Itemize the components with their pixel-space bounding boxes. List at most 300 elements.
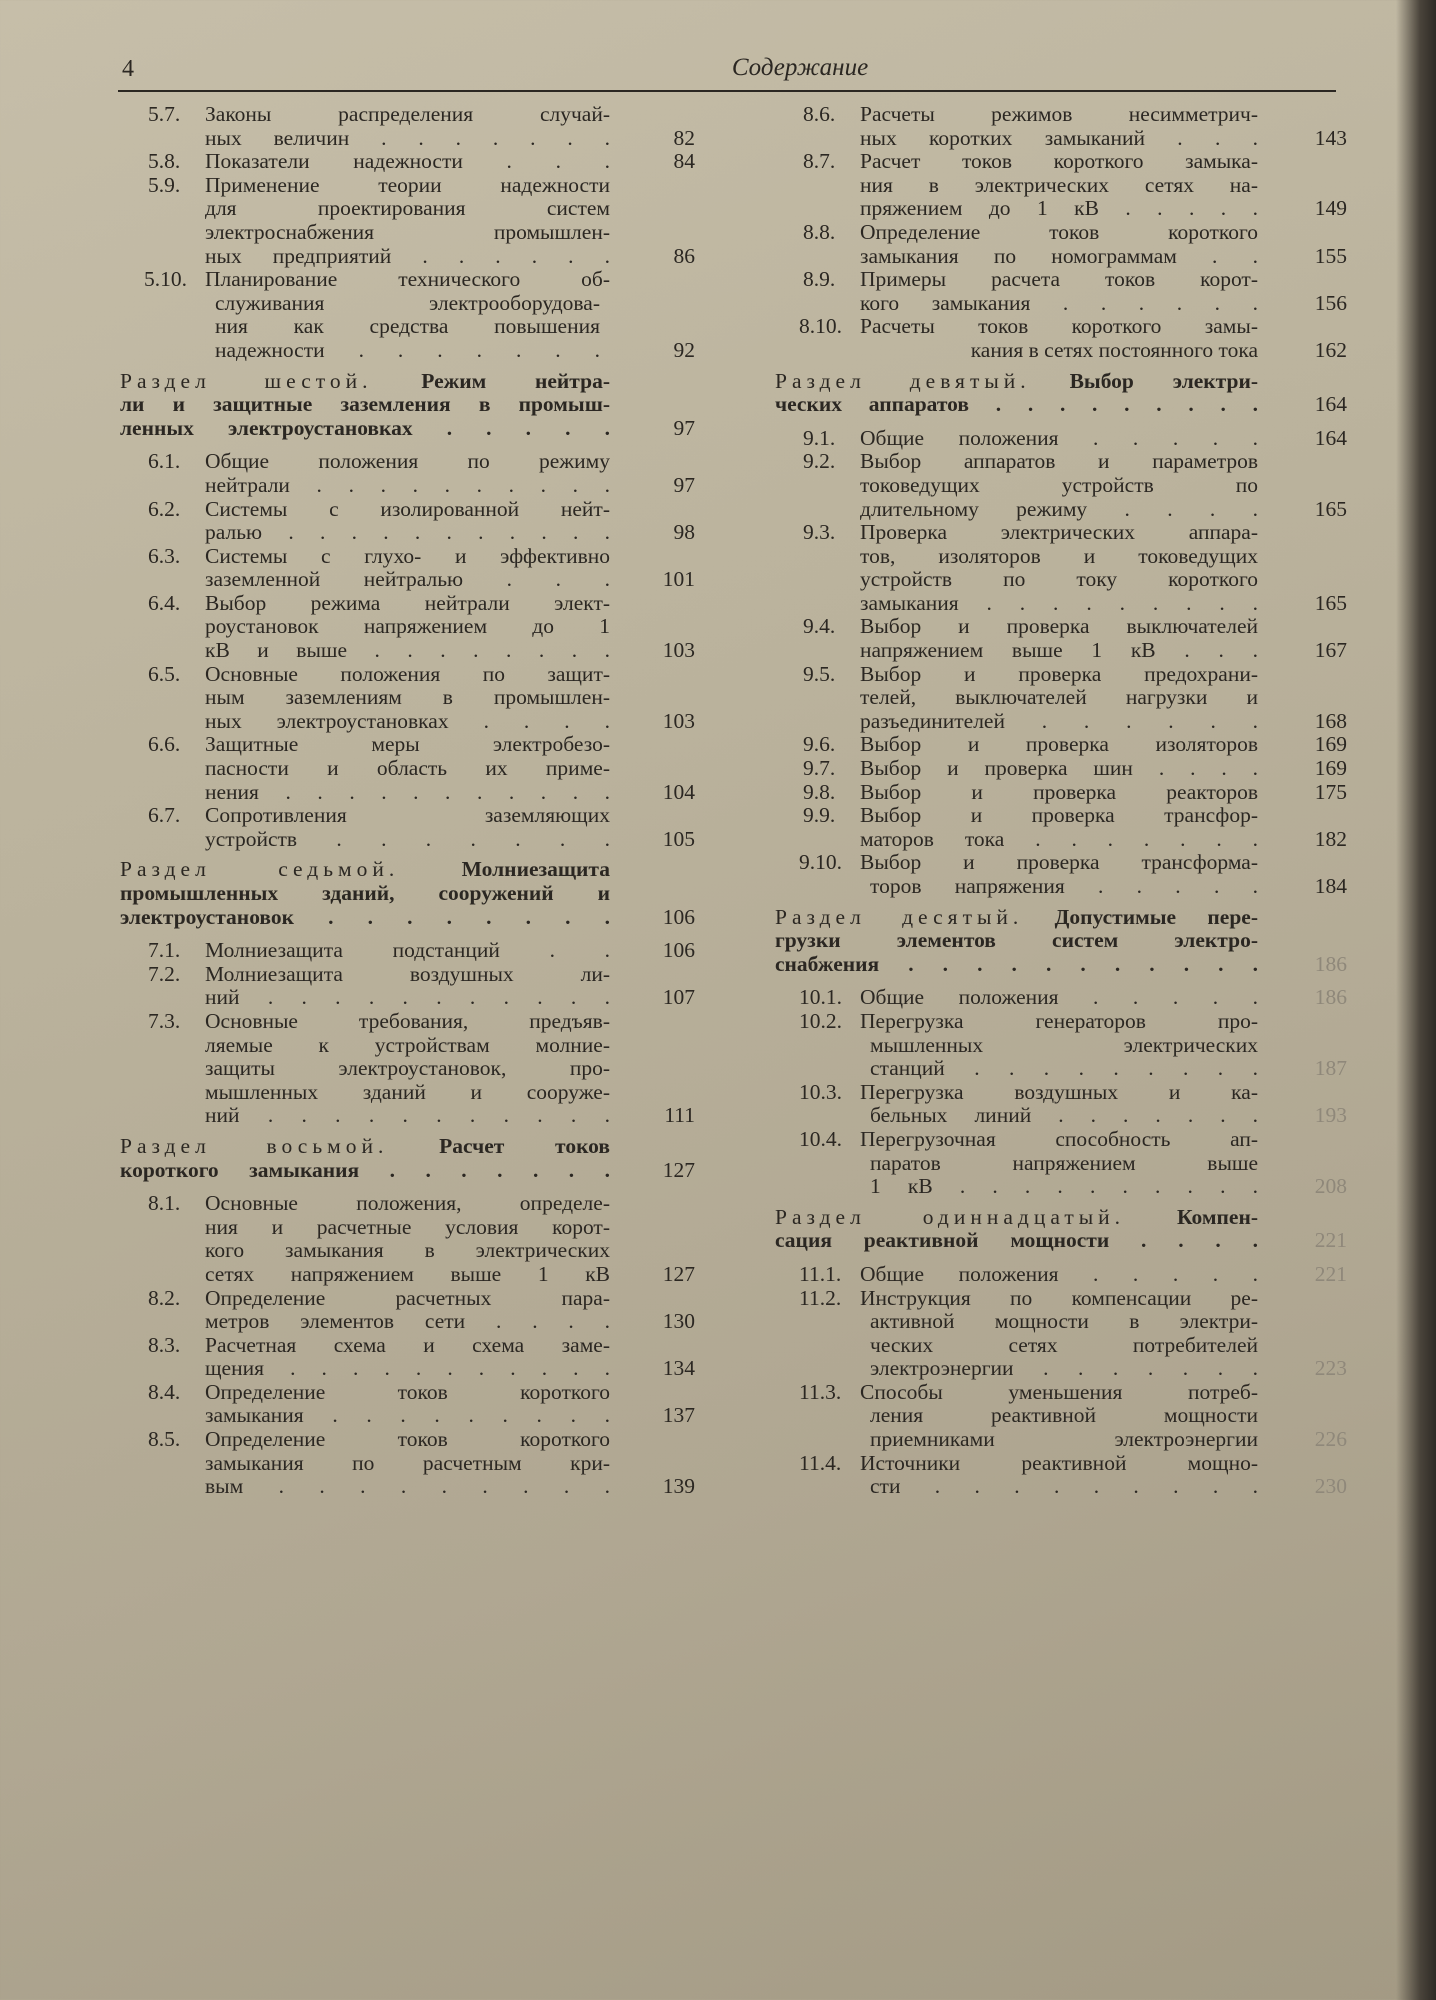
toc-line	[775, 393, 1347, 417]
running-title-wrap	[0, 54, 1436, 82]
entry-title-line: Показатели надежности . . .	[205, 150, 610, 174]
entry-title-line: устройств по току короткого	[860, 568, 1258, 592]
page-reference	[1258, 906, 1347, 930]
toc-section-heading	[120, 1135, 695, 1182]
entry-number: 8.4.	[148, 1379, 181, 1404]
page-reference: 221	[1314, 1228, 1347, 1253]
toc-entry	[120, 545, 695, 592]
toc-column-right	[775, 103, 1347, 1499]
toc-line	[775, 1475, 1347, 1499]
toc-column-left	[120, 103, 695, 1499]
toc-line	[120, 174, 695, 198]
entry-number	[120, 197, 205, 221]
entry-number	[120, 127, 205, 151]
entry-title-line: приемниками электроэнергии	[870, 1428, 1258, 1452]
entry-title-line: Применение теории надежности	[205, 173, 610, 197]
page-reference: 137	[662, 1403, 695, 1428]
toc-entry	[120, 1381, 695, 1428]
entry-number: 11.4.	[799, 1450, 842, 1475]
toc-line	[775, 1034, 1347, 1058]
page-number: 4	[122, 56, 134, 82]
toc-line	[120, 1287, 695, 1311]
toc-line	[120, 1081, 695, 1105]
page-reference	[1258, 174, 1347, 198]
page-reference: 97	[673, 415, 695, 440]
page-reference: 111	[664, 1103, 695, 1128]
toc-line	[120, 1104, 695, 1128]
entry-title-line: кого замыкания . . . . . .	[860, 291, 1258, 315]
toc-entry	[775, 663, 1347, 734]
page-reference: 167	[1314, 638, 1347, 663]
entry-title-line: Законы распределения случай-	[205, 103, 610, 126]
toc-line	[120, 906, 695, 930]
entry-title-line: служивания электрооборудова-	[215, 291, 600, 315]
book-binding-shadow	[1396, 0, 1436, 2000]
entry-number	[120, 1475, 205, 1499]
entry-number	[775, 1404, 860, 1428]
entry-title-line: для проектирования систем	[205, 197, 610, 221]
toc-line	[120, 1135, 695, 1159]
entry-number	[120, 221, 205, 245]
section-label: Раздел одиннадцатый.	[775, 1205, 1126, 1229]
page-reference: 101	[662, 567, 695, 592]
toc-entry	[120, 592, 695, 663]
entry-number	[775, 1034, 860, 1058]
section-title-line: грузки элементов систем электро-	[775, 929, 1258, 953]
toc-entry	[120, 1334, 695, 1381]
entry-title-line: устройств . . . . . . .	[205, 827, 610, 851]
page-reference: 187	[1314, 1056, 1347, 1081]
entry-number: 6.4.	[148, 590, 181, 615]
entry-title-line: Определение токов короткого	[205, 1380, 610, 1404]
entry-number: 6.3.	[148, 543, 181, 568]
entry-title-line: Определение токов короткого	[205, 1428, 610, 1452]
entry-title-line: Выбор и проверка трансфор-	[860, 804, 1258, 828]
entry-number	[775, 1357, 860, 1381]
toc-line	[120, 370, 695, 394]
toc-section-heading	[775, 370, 1347, 417]
page-reference: 143	[1314, 125, 1347, 150]
entry-title-line: мышленных зданий и сооруже-	[205, 1080, 610, 1104]
entry-title-line: Системы с глухо- и эффективно	[205, 544, 610, 568]
entry-number	[775, 686, 860, 710]
toc-entry	[120, 150, 695, 174]
toc-entry	[775, 315, 1347, 362]
toc-entry	[775, 521, 1347, 615]
page-reference	[610, 1034, 695, 1058]
entry-number	[775, 1310, 860, 1334]
section-label: Раздел седьмой.	[120, 858, 400, 882]
entry-number	[120, 1034, 205, 1058]
entry-number: 5.10.	[144, 267, 187, 292]
entry-title-line: нейтрали . . . . . . . . . .	[205, 473, 610, 497]
page-reference	[1258, 150, 1347, 174]
toc-line	[120, 1310, 695, 1334]
toc-line	[120, 393, 695, 417]
page-reference	[610, 1057, 695, 1081]
section-title-line: ленных электроустановках . . . . .	[120, 416, 610, 440]
toc-line	[775, 875, 1347, 899]
page-reference: 230	[1314, 1474, 1347, 1499]
entry-number	[775, 292, 860, 316]
toc-line	[775, 568, 1347, 592]
section-title-text: Выбор электри-	[1069, 369, 1258, 393]
section-title-line	[120, 858, 610, 882]
entry-title-line: Общие положения . . . . .	[860, 426, 1258, 450]
page-reference: 103	[662, 638, 695, 663]
page-reference	[600, 292, 695, 316]
entry-number: 11.2.	[799, 1285, 842, 1310]
toc-line	[120, 986, 695, 1010]
entry-number	[120, 1452, 205, 1476]
page-reference	[1258, 1081, 1347, 1105]
entry-title-line: Сопротивления заземляющих	[205, 804, 610, 828]
toc-entry	[120, 268, 695, 362]
toc-line	[120, 1216, 695, 1240]
toc-line	[120, 1057, 695, 1081]
page-reference: 134	[662, 1356, 695, 1381]
toc-line	[775, 245, 1347, 269]
page-reference	[610, 804, 695, 828]
section-label: Раздел восьмой.	[120, 1134, 389, 1158]
entry-number: 9.8.	[803, 779, 836, 804]
section-title-text: Допустимые пере-	[1054, 905, 1258, 929]
toc-line	[120, 1239, 695, 1263]
page-reference	[1258, 929, 1347, 953]
page-reference: 130	[662, 1309, 695, 1334]
toc-line	[120, 858, 695, 882]
entry-number	[120, 781, 205, 805]
toc-line	[775, 953, 1347, 977]
toc-line	[120, 245, 695, 269]
entry-number	[775, 1152, 860, 1176]
entry-number	[775, 474, 860, 498]
entry-number: 8.5.	[148, 1427, 181, 1452]
toc-line	[120, 1010, 695, 1034]
entry-number	[120, 639, 205, 663]
entry-title-line: нения . . . . . . . . . . .	[205, 780, 610, 804]
entry-number: 10.1.	[799, 985, 842, 1010]
page-reference	[1258, 103, 1347, 127]
toc-line	[775, 1452, 1347, 1476]
section-label: Раздел шестой.	[120, 369, 373, 393]
toc-line	[120, 339, 695, 363]
toc-entry	[775, 733, 1347, 757]
page-reference: 186	[1314, 985, 1347, 1010]
toc-line	[775, 1357, 1347, 1381]
toc-line	[120, 568, 695, 592]
entry-title-line: длительному режиму . . . .	[860, 497, 1258, 521]
toc-line	[120, 103, 695, 127]
entry-title-line: Расчетная схема и схема заме-	[205, 1333, 610, 1357]
section-title-line	[120, 1135, 610, 1159]
toc-line	[775, 733, 1347, 757]
toc-line	[120, 545, 695, 569]
entry-number: 8.7.	[803, 149, 836, 174]
entry-number	[120, 315, 205, 339]
page-reference	[610, 370, 695, 394]
toc-line	[120, 639, 695, 663]
entry-number	[775, 1104, 860, 1128]
entry-number	[775, 592, 860, 616]
entry-title-line: замыкания по расчетным кри-	[205, 1451, 610, 1475]
page-reference	[610, 545, 695, 569]
entry-title-line: ния в электрических сетях на-	[860, 173, 1258, 197]
page-reference: 156	[1314, 290, 1347, 315]
entry-number	[120, 828, 205, 852]
page-reference	[1258, 1034, 1347, 1058]
entry-title-line: телей, выключателей нагрузки и	[860, 686, 1258, 710]
entry-title-line: маторов тока . . . . . . .	[860, 827, 1258, 851]
entry-number: 9.2.	[803, 449, 836, 474]
entry-title-line: ления реактивной мощности	[870, 1404, 1258, 1428]
entry-title-line: ных электроустановках . . . .	[205, 709, 610, 733]
entry-title-line: замыкания . . . . . . . . .	[205, 1404, 610, 1428]
entry-number: 8.1.	[148, 1191, 181, 1216]
toc-entry	[775, 615, 1347, 662]
entry-title-line: ний . . . . . . . . . . .	[205, 1104, 610, 1128]
toc-line	[775, 686, 1347, 710]
page-reference	[610, 268, 695, 292]
page-reference	[610, 498, 695, 522]
page-reference	[1258, 474, 1347, 498]
entry-number	[120, 521, 205, 545]
toc-entry	[775, 150, 1347, 221]
page-reference	[610, 686, 695, 710]
entry-number: 5.9.	[148, 172, 181, 197]
entry-number: 5.7.	[148, 102, 181, 126]
page-reference: 86	[673, 243, 695, 268]
entry-title-line: кания в сетях постоянного тока	[970, 338, 1258, 362]
page-reference: 208	[1314, 1174, 1347, 1199]
entry-title-line: ных предприятий . . . . . .	[205, 244, 610, 268]
entry-title-line: Инструкция по компенсации ре-	[860, 1286, 1258, 1310]
entry-number	[775, 568, 860, 592]
entry-title-line: Выбор и проверка реакторов	[860, 780, 1258, 804]
toc-line	[120, 1263, 695, 1287]
toc-line	[775, 339, 1347, 363]
toc-entry	[775, 1452, 1347, 1499]
section-title-line: ли и защитные заземления в промыш-	[120, 393, 610, 417]
page-reference	[1258, 545, 1347, 569]
toc-line	[775, 663, 1347, 687]
toc-line	[775, 1128, 1347, 1152]
toc-entry	[120, 1287, 695, 1334]
entry-title-line: метров элементов сети . . . .	[205, 1310, 610, 1334]
entry-number: 10.3.	[799, 1079, 842, 1104]
section-title-line: ческих аппаратов . . . . . . . . .	[775, 393, 1258, 417]
entry-number	[775, 1334, 860, 1358]
section-title-text: Режим нейтра-	[421, 369, 610, 393]
toc-line	[775, 1152, 1347, 1176]
toc-line	[120, 498, 695, 522]
toc-entry	[775, 1381, 1347, 1452]
entry-number	[775, 127, 860, 151]
page-reference: 221	[1314, 1261, 1347, 1286]
entry-title-line: Планирование технического об-	[205, 268, 610, 292]
entry-number	[120, 339, 205, 363]
entry-title-line: напряжением выше 1 кВ . . .	[860, 639, 1258, 663]
toc-line	[775, 150, 1347, 174]
page-reference	[610, 103, 695, 127]
entry-title-line: сти . . . . . . . . .	[870, 1475, 1258, 1499]
entry-title-line: паратов напряжением выше	[870, 1151, 1258, 1175]
page-reference	[610, 174, 695, 198]
toc-line	[775, 757, 1347, 781]
entry-number	[120, 245, 205, 269]
page-reference	[1258, 615, 1347, 639]
page-reference: 107	[662, 985, 695, 1010]
entry-title-line: кого замыкания в электрических	[205, 1239, 610, 1263]
page-reference	[610, 663, 695, 687]
toc-entry	[775, 757, 1347, 781]
toc-line	[775, 268, 1347, 292]
page-reference	[610, 1192, 695, 1216]
entry-number	[120, 474, 205, 498]
entry-number	[775, 339, 860, 363]
entry-title-line: Общие положения по режиму	[205, 450, 610, 474]
toc-entry	[120, 963, 695, 1010]
entry-title-line: Определение токов короткого	[860, 220, 1258, 244]
page-reference	[610, 1010, 695, 1034]
entry-number: 8.6.	[803, 102, 836, 126]
entry-title-line: пряжением до 1 кВ . . . . .	[860, 197, 1258, 221]
page-reference: 106	[662, 938, 695, 963]
entry-title-line: Определение расчетных пара-	[205, 1286, 610, 1310]
toc-line	[775, 127, 1347, 151]
page-reference	[1258, 1452, 1347, 1476]
entry-title-line: Перегрузка генераторов про-	[860, 1009, 1258, 1033]
entry-number	[120, 757, 205, 781]
toc-line	[775, 474, 1347, 498]
page-reference: 184	[1314, 874, 1347, 898]
toc-line	[120, 1404, 695, 1428]
page-reference	[1258, 1206, 1347, 1230]
entry-number	[120, 1081, 205, 1105]
entry-title-line: замыкания . . . . . . . . .	[860, 591, 1258, 615]
entry-title-line: ний . . . . . . . . . . .	[205, 986, 610, 1010]
entry-title-line: электроснабжения промышлен-	[205, 220, 610, 244]
page-reference: 164	[1314, 425, 1347, 450]
entry-number	[775, 245, 860, 269]
entry-title-line: токоведущих устройств по	[860, 473, 1258, 497]
entry-title-line: замыкания по номограммам . .	[860, 244, 1258, 268]
toc-line	[120, 292, 695, 316]
entry-title-line: ных коротких замыканий . . .	[860, 126, 1258, 150]
entry-number	[775, 828, 860, 852]
toc-line	[775, 615, 1347, 639]
page-reference	[610, 1381, 695, 1405]
toc-section-heading	[120, 858, 695, 929]
entry-title-line: Основные положения, определе-	[205, 1192, 610, 1216]
toc-line	[120, 1357, 695, 1381]
page-reference	[1258, 315, 1347, 339]
entry-title-line: ния как средства повышения	[215, 315, 600, 339]
entry-title-line: защиты электроустановок, про-	[205, 1057, 610, 1081]
toc-entry	[120, 663, 695, 734]
entry-number: 9.6.	[803, 732, 836, 757]
entry-title-line: Общие положения . . . . .	[860, 1262, 1258, 1286]
page-reference	[610, 450, 695, 474]
toc-line	[775, 781, 1347, 805]
entry-number	[120, 568, 205, 592]
toc-line	[120, 1381, 695, 1405]
toc-entry	[775, 1081, 1347, 1128]
entry-number: 9.3.	[803, 520, 836, 545]
page-reference	[610, 1287, 695, 1311]
toc-line	[120, 127, 695, 151]
page-reference: 139	[662, 1474, 695, 1499]
page-reference: 98	[673, 520, 695, 545]
page-reference: 165	[1314, 590, 1347, 615]
toc-line	[120, 315, 695, 339]
entry-number	[775, 498, 860, 522]
toc-line	[775, 498, 1347, 522]
toc-line	[775, 292, 1347, 316]
toc-entry	[775, 1010, 1347, 1081]
toc-line	[775, 1057, 1347, 1081]
toc-line	[120, 150, 695, 174]
page-reference	[1258, 1152, 1347, 1176]
entry-number: 11.3.	[799, 1379, 842, 1404]
header-rule	[118, 90, 1336, 92]
page-reference	[610, 221, 695, 245]
section-label: Раздел десятый.	[775, 905, 1024, 929]
entry-number	[120, 1104, 205, 1128]
toc-line	[775, 906, 1347, 930]
toc-line	[120, 781, 695, 805]
page-reference: 162	[1314, 337, 1347, 362]
toc-entry	[120, 103, 695, 150]
section-label: Раздел девятый.	[775, 369, 1031, 393]
entry-title-line: заземленной нейтралью . . .	[205, 568, 610, 592]
toc-line	[120, 1334, 695, 1358]
entry-title-line: Выбор и проверка трансформа-	[860, 851, 1258, 875]
entry-title-line: Расчеты токов короткого замы-	[860, 315, 1258, 339]
page-reference: 169	[1314, 756, 1347, 781]
entry-number	[775, 197, 860, 221]
toc-line	[775, 450, 1347, 474]
entry-title-line: надежности . . . . . . .	[215, 338, 600, 362]
toc-entry	[120, 498, 695, 545]
toc-entry	[120, 733, 695, 804]
page-reference: 127	[662, 1157, 695, 1182]
toc-line	[120, 268, 695, 292]
entry-number: 8.9.	[803, 267, 836, 292]
toc-line	[775, 1081, 1347, 1105]
entry-number	[120, 1404, 205, 1428]
entry-title-line: Выбор аппаратов и параметров	[860, 450, 1258, 474]
page-reference	[1258, 804, 1347, 828]
toc-entry	[775, 804, 1347, 851]
entry-number: 8.8.	[803, 219, 836, 244]
entry-number: 6.2.	[148, 496, 181, 521]
toc-line	[120, 757, 695, 781]
entry-title-line: Проверка электрических аппара-	[860, 521, 1258, 545]
page-reference	[610, 757, 695, 781]
toc-entry	[120, 939, 695, 963]
entry-title-line: Расчет токов короткого замыка-	[860, 150, 1258, 174]
toc-line	[775, 1310, 1347, 1334]
entry-title-line: Системы с изолированной нейт-	[205, 497, 610, 521]
entry-number: 9.9.	[803, 803, 836, 828]
toc-line	[120, 686, 695, 710]
entry-number: 9.1.	[803, 425, 836, 450]
page-reference	[610, 1216, 695, 1240]
toc-line	[775, 986, 1347, 1010]
entry-title-line: вым . . . . . . . . .	[205, 1475, 610, 1499]
page-reference: 82	[673, 125, 695, 150]
